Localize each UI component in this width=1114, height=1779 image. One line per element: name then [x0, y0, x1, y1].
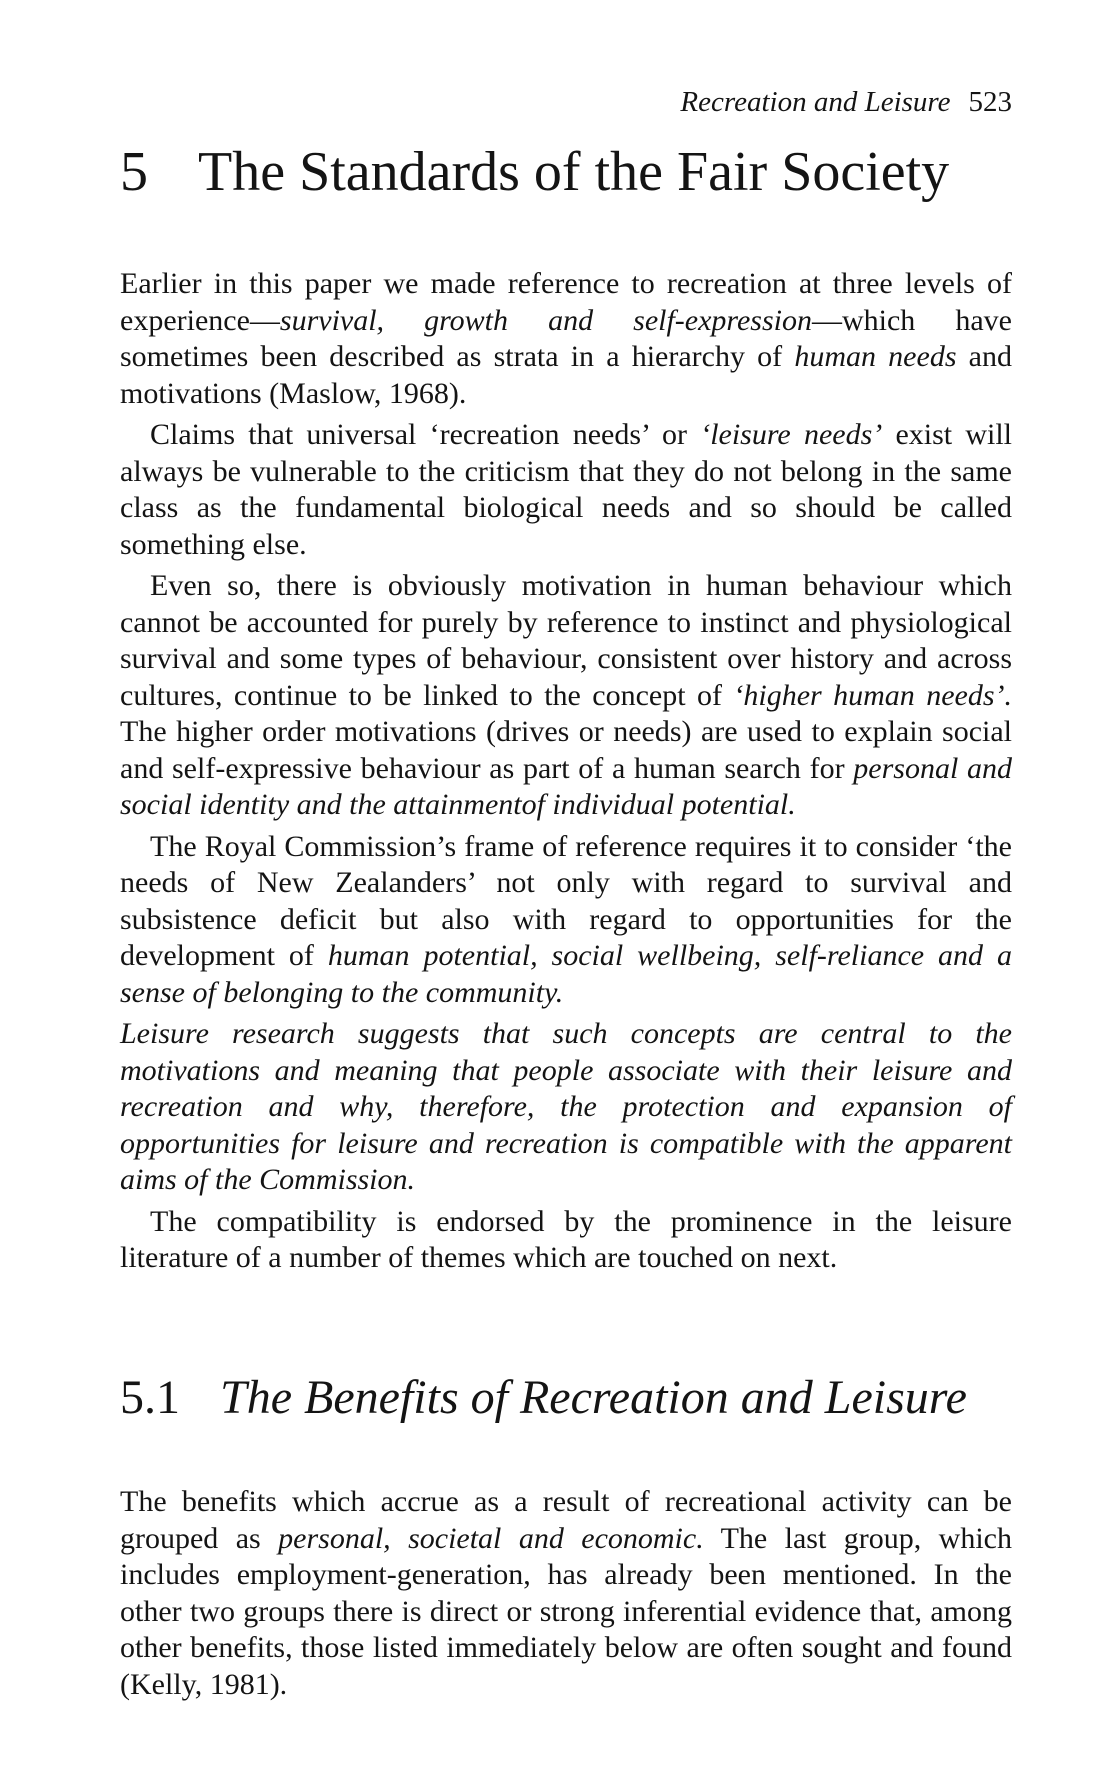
paragraph-1 — [120, 266, 1012, 412]
text-run: Claims that universal ‘recreation needs’ or — [150, 418, 701, 451]
italic-run: Leisure research suggests that such concepts are central to the motivations and meaning that people associate with their leisure and recreation and why, therefore, the protection and expansion of opportunities for leisure and recreation is compatible with the apparent aims of the Commission. — [120, 1017, 1012, 1196]
paragraph-7 — [120, 1484, 1012, 1703]
section-5-1-body — [120, 1484, 1012, 1708]
text-run: Earlier in this paper we made reference to recreation at three levels of experience— — [120, 267, 1012, 337]
text-run: Even so, there is obviously motivation in human behaviour which cannot be accounted for purely by reference to instinct and physiological survival and some types of behaviour, consistent over history and across cultures, continue to be linked to the concept of — [120, 569, 1012, 712]
text-run: and motivations (Maslow, 1968). — [120, 340, 1012, 410]
italic-run: human needs — [794, 340, 957, 373]
text-run: —which have sometimes been described as strata in a hierarchy of — [120, 303, 1012, 373]
section-title: The Standards of the Fair Society — [198, 141, 950, 203]
italic-run: human potential, social wellbeing, self-reliance and a sense of belonging to the community. — [120, 939, 1012, 1009]
running-head-title: Recreation and Leisure — [680, 86, 951, 118]
paragraph-4 — [120, 829, 1012, 1012]
italic-run: personal and social identity and the attainmentof individual potential. — [120, 751, 1012, 821]
section-5-body — [120, 266, 1012, 1282]
paragraph-3 — [120, 568, 1012, 824]
text-run: The last group, which includes employment-generation, has already been mentioned. In the other two groups there is direct or strong inferential evidence that, among other benefits, those listed immediately below are often sought and found (Kelly, 1981). — [120, 1521, 1012, 1701]
section-heading-5-1 — [120, 1370, 967, 1425]
italic-run: ‘higher human needs’. — [733, 678, 1012, 712]
section-title: The Benefits of Recreation and Leisure — [220, 1371, 967, 1424]
italic-run: personal, societal and economic. — [278, 1521, 704, 1555]
text-run: The higher order motivations (drives or needs) are used to explain social and self-expressive behaviour as part of a human search for — [120, 715, 1012, 785]
section-number: 5.1 — [120, 1371, 180, 1424]
italic-run: ‘leisure needs’ — [700, 418, 883, 451]
page-number: 523 — [968, 86, 1012, 118]
italic-run: survival, growth and self-expression — [279, 303, 812, 337]
text-run: The benefits which accrue as a result of recreational activity can be grouped as — [120, 1485, 1012, 1555]
text-run: The Royal Commission’s frame of reference requires it to consider ‘the needs of New Zealanders’ not only with regard to survival and subsistence deficit but also with regard to opportunities for the development of — [120, 829, 1012, 972]
running-head — [680, 86, 1012, 119]
paragraph-2 — [120, 417, 1012, 563]
section-number: 5 — [120, 141, 148, 203]
paragraph-6 — [120, 1204, 1012, 1277]
paragraph-5 — [120, 1016, 1012, 1199]
section-heading-5 — [120, 140, 949, 204]
text-run: exist will always be vulnerable to the criticism that they do not belong in the same class as the fundamental biological needs and so should be called something else. — [120, 418, 1013, 561]
text-run: The compatibility is endorsed by the prominence in the leisure literature of a number of themes which are touched on next. — [120, 1204, 1012, 1274]
